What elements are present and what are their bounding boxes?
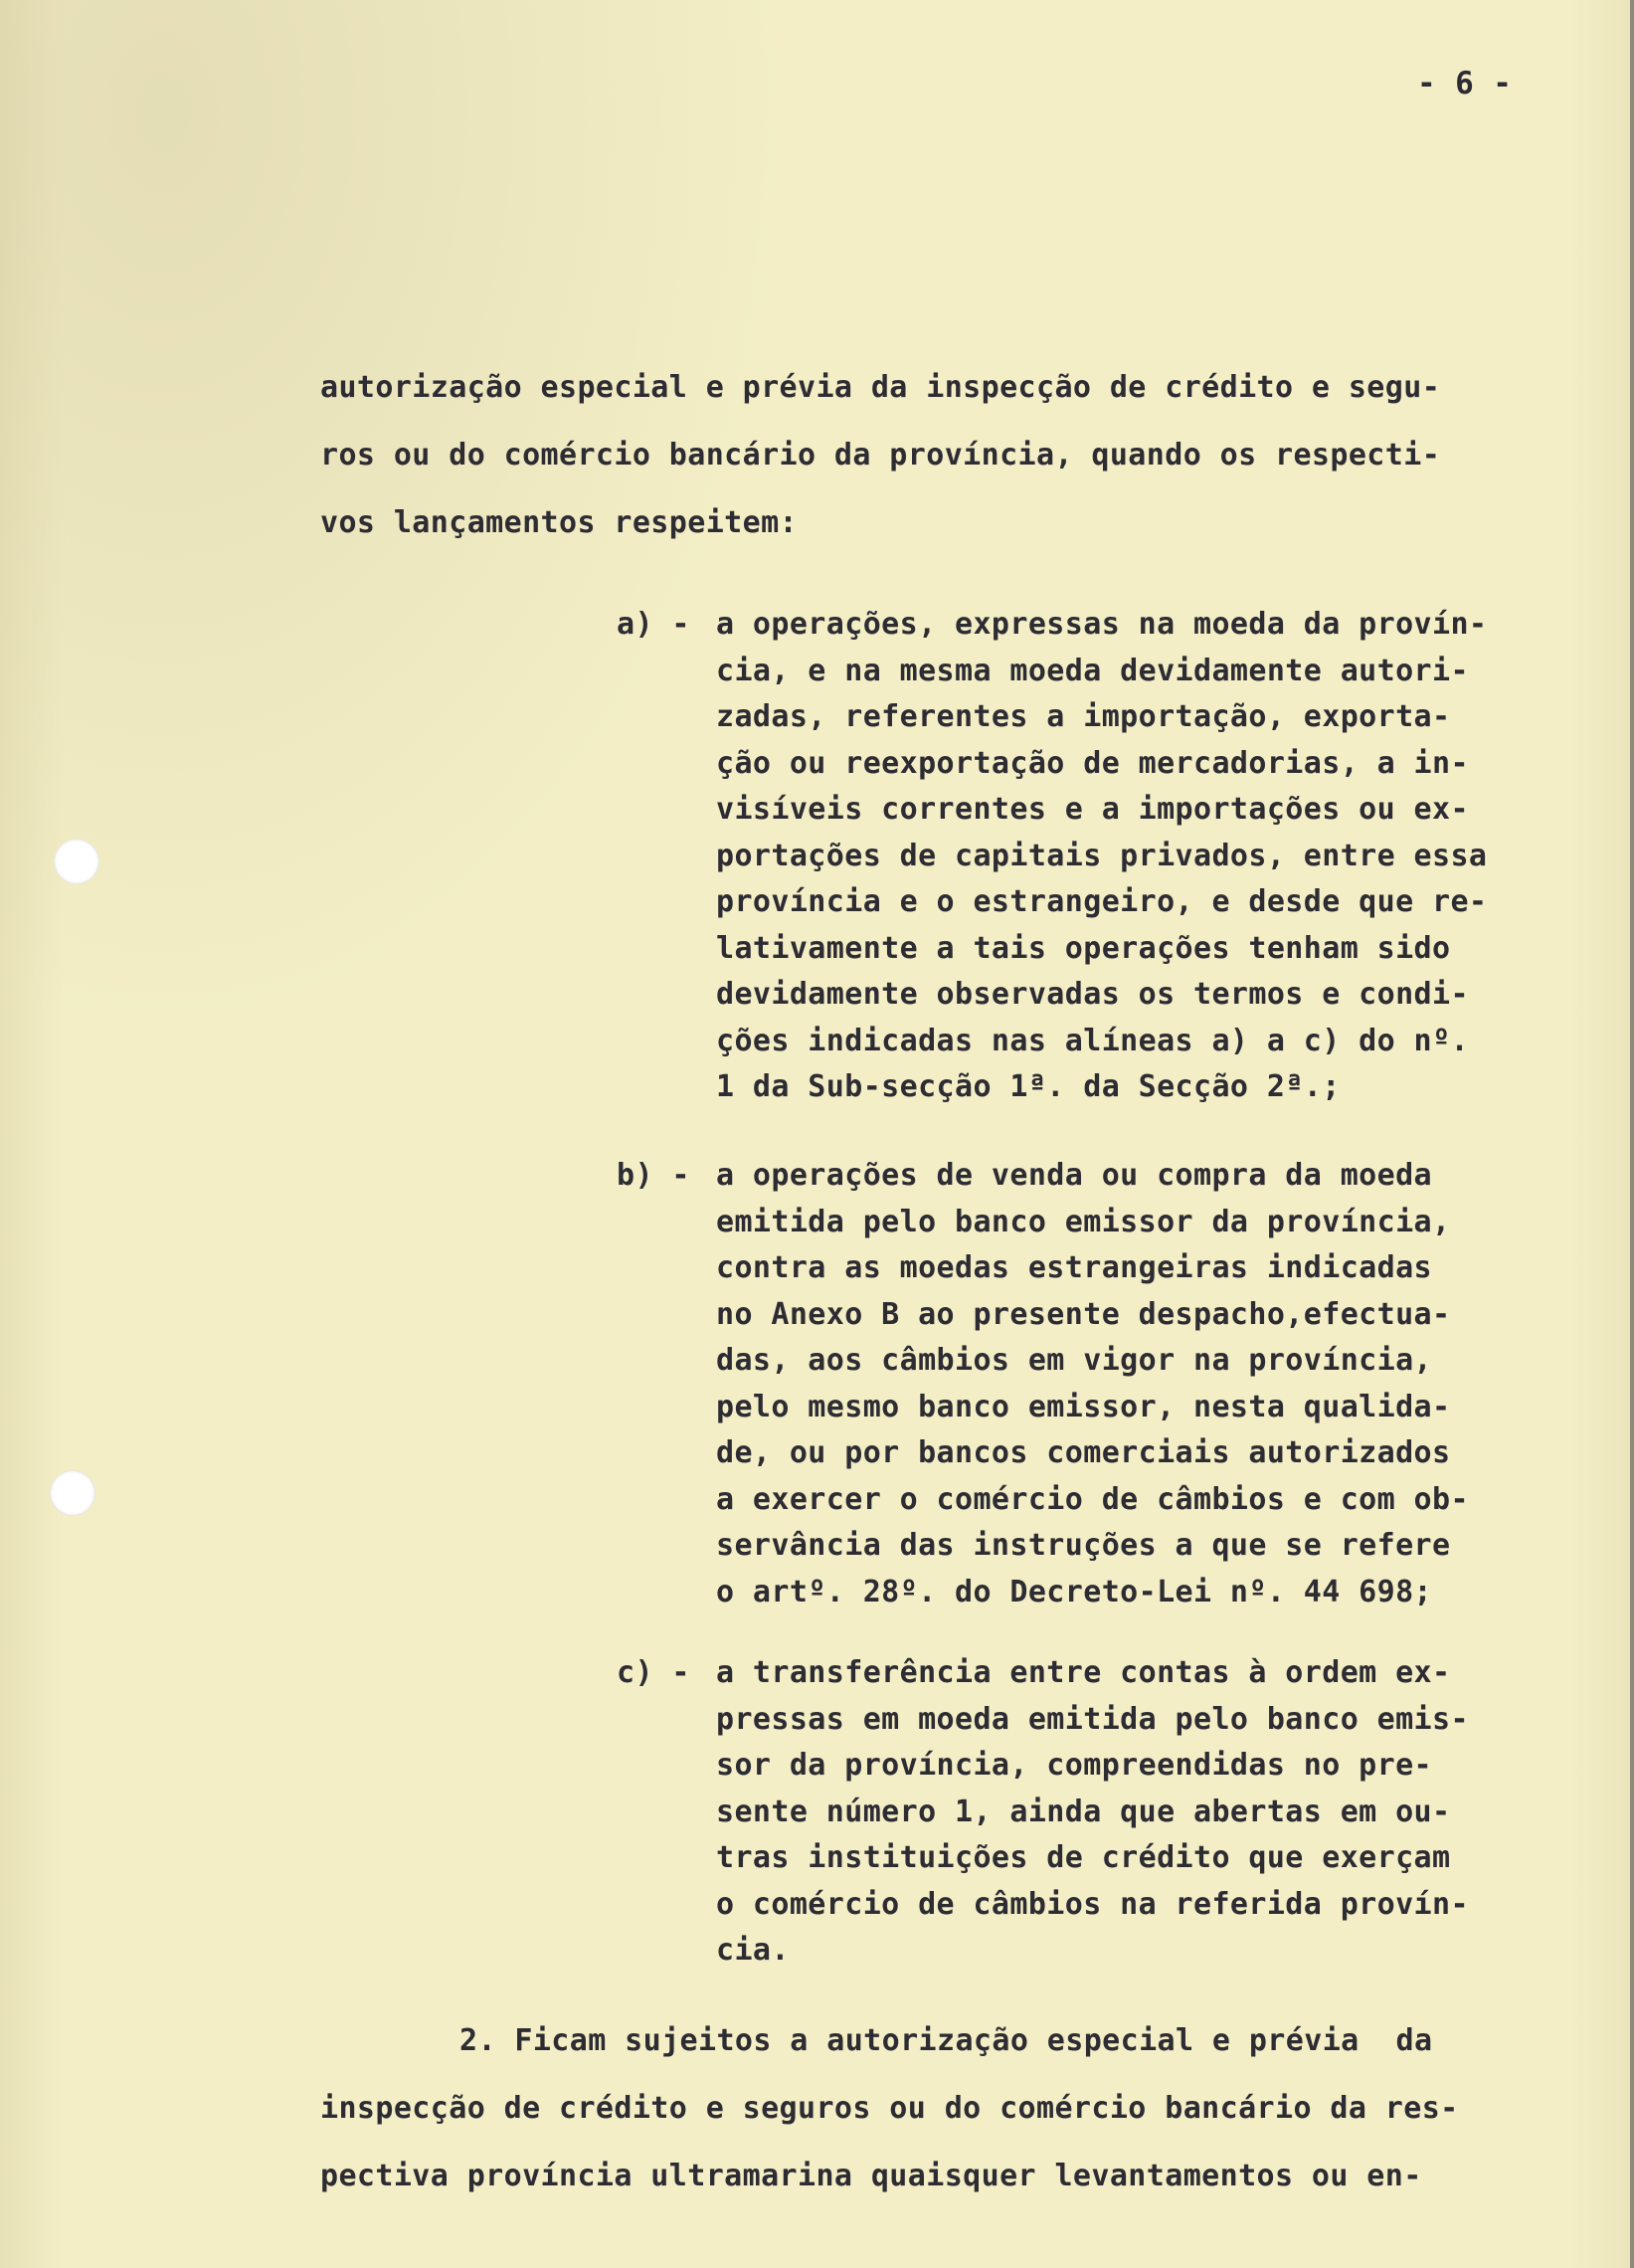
item-line: lativamente a tais operações tenham sido xyxy=(716,930,1451,966)
item-marker: a) - xyxy=(617,607,690,642)
punch-hole-top xyxy=(54,839,99,884)
item-line: devidamente observadas os termos e condi- xyxy=(716,977,1469,1012)
item-line: o artº. 28º. do Decreto-Lei nº. 44 698; xyxy=(716,1574,1432,1609)
item-line: a operações, expressas na moeda da provín- xyxy=(716,607,1488,642)
item-line: sor da província, compreendidas no pre- xyxy=(716,1748,1432,1783)
item-line: pelo mesmo banco emissor, nesta qualida- xyxy=(716,1389,1451,1424)
item-line: província e o estrangeiro, e desde que re- xyxy=(716,884,1488,919)
item-line: o comércio de câmbios na referida provín- xyxy=(716,1886,1469,1922)
paragraph-2 xyxy=(320,2019,1534,2222)
item-line: servância das instruções a que se refere xyxy=(716,1528,1451,1563)
item-line: cia. xyxy=(716,1933,790,1968)
intro-paragraph xyxy=(320,366,1534,569)
page-number: - 6 - xyxy=(1417,66,1513,101)
intro-line: ros ou do comércio bancário da província, quando os respecti- xyxy=(320,438,1441,472)
item-line: zadas, referentes a importação, exporta- xyxy=(716,699,1451,734)
item-line: tras instituições de crédito que exerçam xyxy=(716,1840,1451,1875)
intro-line: vos lançamentos respeitem: xyxy=(320,505,798,540)
item-line: emitida pelo banco emissor da província, xyxy=(716,1204,1451,1239)
item-body xyxy=(716,1154,1631,1616)
item-body xyxy=(716,603,1631,1112)
item-line: no Anexo B ao presente despacho,efectua- xyxy=(716,1296,1451,1332)
item-marker: b) - xyxy=(617,1158,690,1193)
punch-hole-bottom xyxy=(50,1470,95,1516)
para2-line: pectiva província ultramarina quaisquer levantamentos ou en- xyxy=(320,2159,1422,2193)
item-line: a transferência entre contas à ordem ex- xyxy=(716,1655,1451,1690)
item-line: pressas em moeda emitida pelo banco emis- xyxy=(716,1701,1469,1737)
item-line: de, ou por bancos comerciais autorizados xyxy=(716,1435,1451,1470)
item-line: sente número 1, ainda que abertas em ou- xyxy=(716,1794,1451,1829)
item-body xyxy=(716,1651,1631,1976)
para2-line: 2. Ficam sujeitos a autorização especial e prévia da xyxy=(459,2023,1433,2058)
item-line: a exercer o comércio de câmbios e com ob- xyxy=(716,1481,1469,1517)
item-line: cia, e na mesma moeda devidamente autori- xyxy=(716,653,1469,688)
intro-line: autorização especial e prévia da inspecção de crédito e segu- xyxy=(320,370,1441,405)
item-line: ções indicadas nas alíneas a) a c) do nº. xyxy=(716,1023,1469,1058)
item-line: das, aos câmbios em vigor na província, xyxy=(716,1343,1432,1378)
item-line: 1 da Sub-secção 1ª. da Secção 2ª.; xyxy=(716,1069,1341,1104)
item-line: ção ou reexportação de mercadorias, a in- xyxy=(716,745,1469,781)
item-line: portações de capitais privados, entre essa xyxy=(716,838,1488,873)
item-marker: c) - xyxy=(617,1655,690,1690)
item-line: contra as moedas estrangeiras indicadas xyxy=(716,1250,1432,1285)
para2-line: inspecção de crédito e seguros ou do comércio bancário da res- xyxy=(320,2091,1459,2126)
item-line: visíveis correntes e a importações ou ex- xyxy=(716,792,1469,827)
item-line: a operações de venda ou compra da moeda xyxy=(716,1158,1432,1193)
